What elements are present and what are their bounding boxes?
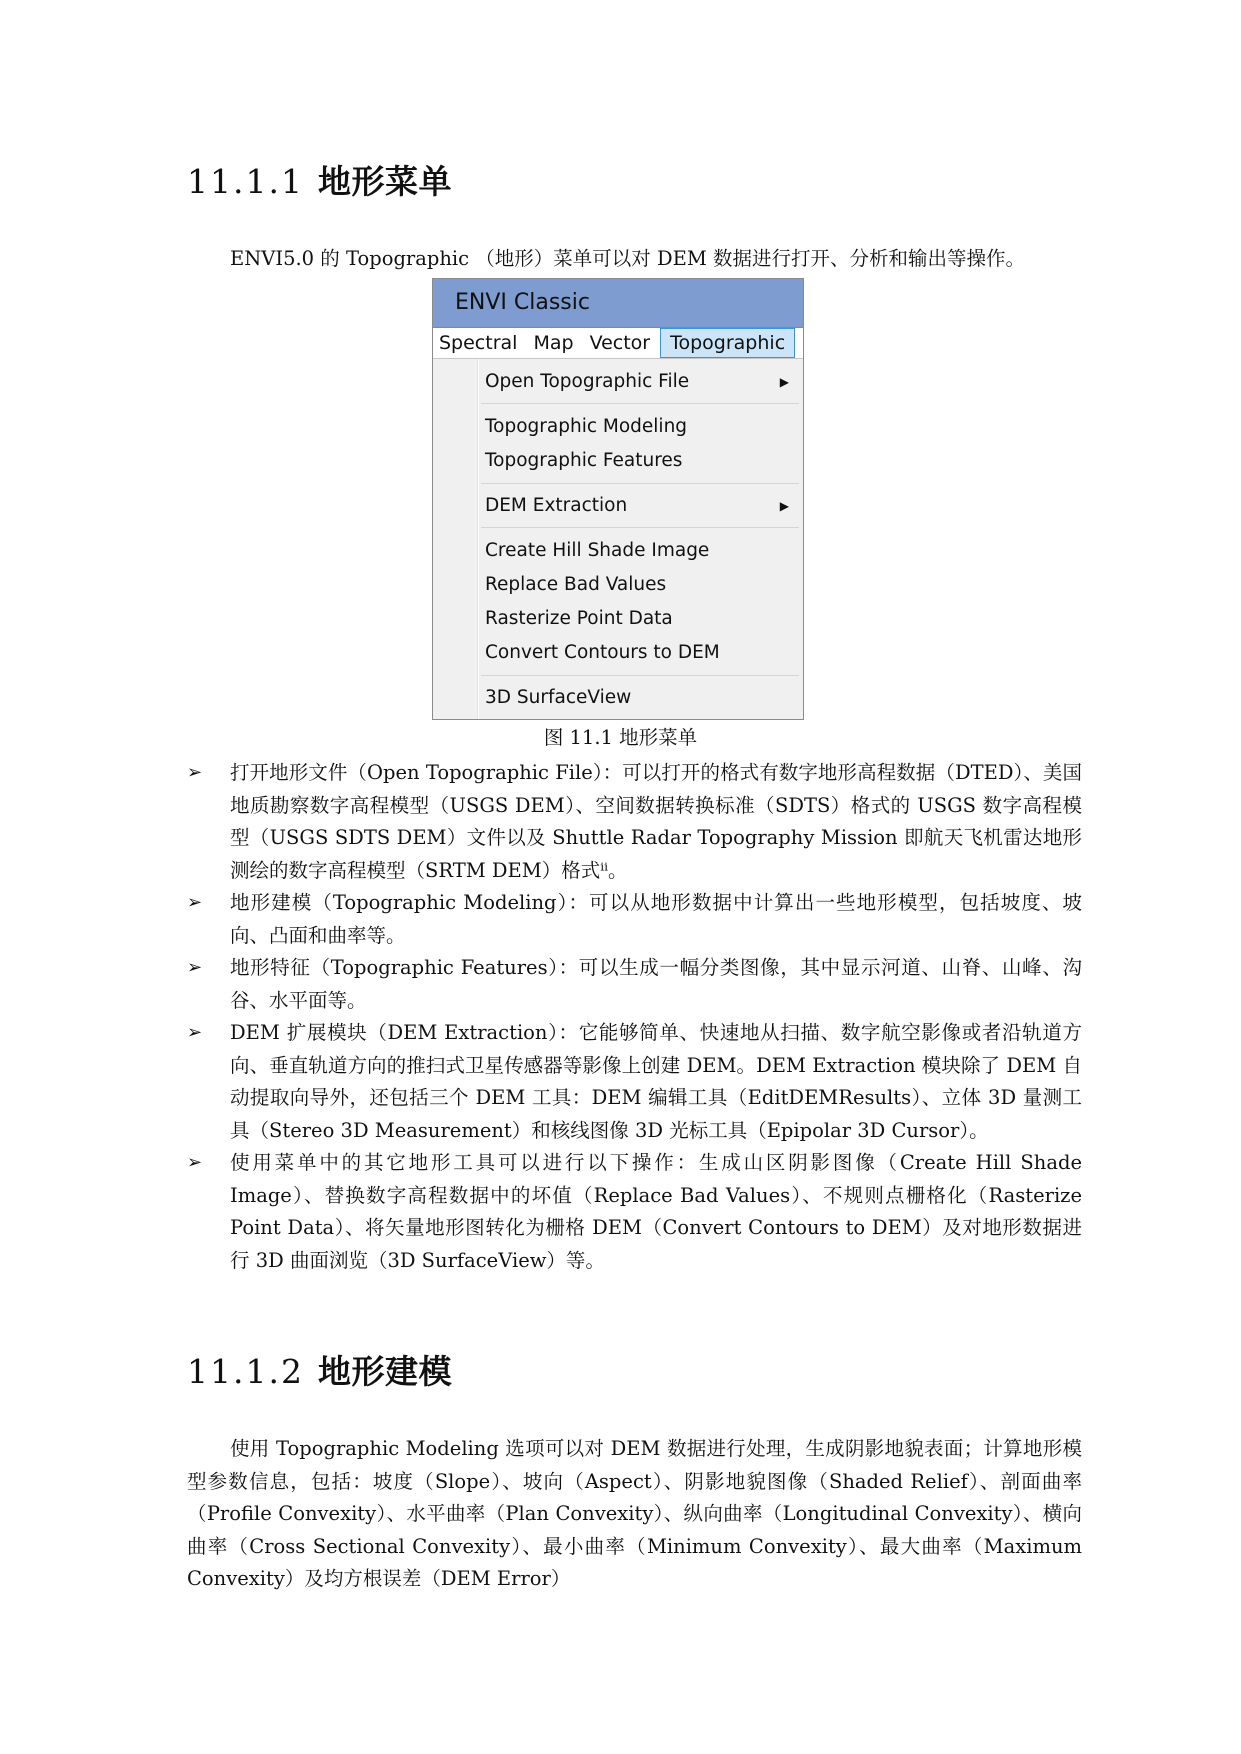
section-number: 11.1.2 [187,1352,304,1391]
section-heading-11-1-2 [187,1352,452,1392]
menu-separator [481,483,799,484]
bullet-text: 使用菜单中的其它地形工具可以进行以下操作：生成山区阴影图像（Create Hill Shade Image）、替换数字高程数据中的坏值（Replace Bad Values）、不规则点栅格化（Rasterize Point Data）、将矢量地形图转化为栅格 DEM（Convert Contours to DEM）及对地形数据进行 3D 曲面浏览（3D SurfaceView）等。 [230,1151,1082,1272]
section-heading-11-1-1 [187,162,452,202]
bullet-dem-extraction [187,1017,1082,1147]
bullet-open-topographic-file [187,757,1082,887]
bullet-text: DEM 扩展模块（DEM Extraction）：它能够简单、快速地从扫描、数字航空影像或者沿轨道方向、垂直轨道方向的推扫式卫星传感器等影像上创建 DEM。DEM Extraction 模块除了 DEM 自动提取向导外，还包括三个 DEM 工具：DEM 编辑工具（EditDEMResults）、立体 3D 量测工具（Stereo 3D Measurement）和核线图像 3D 光标工具（Epipolar 3D Cursor）。 [230,1021,1082,1142]
menu-separator [481,403,799,404]
intro-paragraph: ENVI5.0 的 Topographic （地形）菜单可以对 DEM 数据进行打开、分析和输出等操作。 [230,247,1026,270]
menu-vector[interactable]: Vector [589,332,651,354]
menu-gutter-highlight [478,359,479,720]
window-title: ENVI Classic [433,279,803,328]
bullet-other-tools [187,1147,1082,1277]
topographic-dropdown [433,359,803,720]
menu-topographic[interactable]: Topographic [660,328,795,358]
figure-caption: 图 11.1 地形菜单 [543,726,698,749]
menu-item-replace-bad-values[interactable]: Replace Bad Values [485,574,667,595]
bullet-arrow-icon: ➢ [187,1022,203,1043]
bullet-arrow-icon: ➢ [187,762,203,783]
submenu-arrow-icon: ▶ [779,375,789,389]
menu-map[interactable]: Map [533,332,574,354]
menu-item-label: DEM Extraction [485,495,628,516]
menu-spectral[interactable]: Spectral [439,332,518,354]
menu-item-topographic-modeling[interactable]: Topographic Modeling [485,416,688,437]
menu-item-open-topographic-file[interactable] [485,365,803,399]
menu-item-rasterize-point-data[interactable]: Rasterize Point Data [485,608,673,629]
menu-item-3d-surfaceview[interactable]: 3D SurfaceView [485,687,632,708]
feature-bullet-list [187,757,1082,1277]
bullet-text: 地形特征（Topographic Features）：可以生成一幅分类图像，其中显示河道、山脊、山峰、沟谷、水平面等。 [230,956,1082,1012]
menu-bar [433,328,803,359]
menu-item-topographic-features[interactable]: Topographic Features [485,450,683,471]
menu-item-convert-contours-to-dem[interactable]: Convert Contours to DEM [485,642,720,663]
menu-item-dem-extraction[interactable] [485,489,803,523]
bullet-text: 地形建模（Topographic Modeling）：可以从地形数据中计算出一些地形模型，包括坡度、坡向、凸面和曲率等。 [230,891,1082,947]
bullet-text: 打开地形文件（Open Topographic File）：可以打开的格式有数字地形高程数据（DTED）、美国地质勘察数字高程模型（USGS DEM）、空间数据转换标准（SDTS）格式的 USGS 数字高程模型（USGS SDTS DEM）文件以及 Shuttle Radar Topography Mission 即航天飞机雷达地形测绘的数字高程模型（SRTM DEM）格式ⁱⁱ。 [230,761,1082,882]
envi-classic-menu-figure [432,278,804,720]
bullet-topographic-modeling [187,887,1082,952]
submenu-arrow-icon: ▶ [779,499,789,513]
bullet-arrow-icon: ➢ [187,892,203,913]
menu-item-create-hill-shade-image[interactable]: Create Hill Shade Image [485,540,710,561]
bullet-topographic-features [187,952,1082,1017]
menu-separator [481,527,799,528]
modeling-paragraph: 使用 Topographic Modeling 选项可以对 DEM 数据进行处理，生成阴影地貌表面；计算地形模型参数信息，包括：坡度（Slope）、坡向（Aspect）、阴影地貌图像（Shaded Relief）、剖面曲率（Profile Convexity）、水平曲率（Plan Convexity）、纵向曲率（Longitudinal Convexity）、横向曲率（Cross Sectional Convexity）、最小曲率（Minimum Convexity）、最大曲率（Maximum Convexity）及均方根误差（DEM Error） [187,1437,1082,1590]
bullet-arrow-icon: ➢ [187,1152,203,1173]
bullet-arrow-icon: ➢ [187,957,203,978]
section-title: 地形建模 [317,1352,452,1391]
section-number: 11.1.1 [187,162,304,201]
menu-separator [481,675,799,676]
section-title: 地形菜单 [317,162,452,201]
menu-item-label: Open Topographic File [485,371,690,392]
